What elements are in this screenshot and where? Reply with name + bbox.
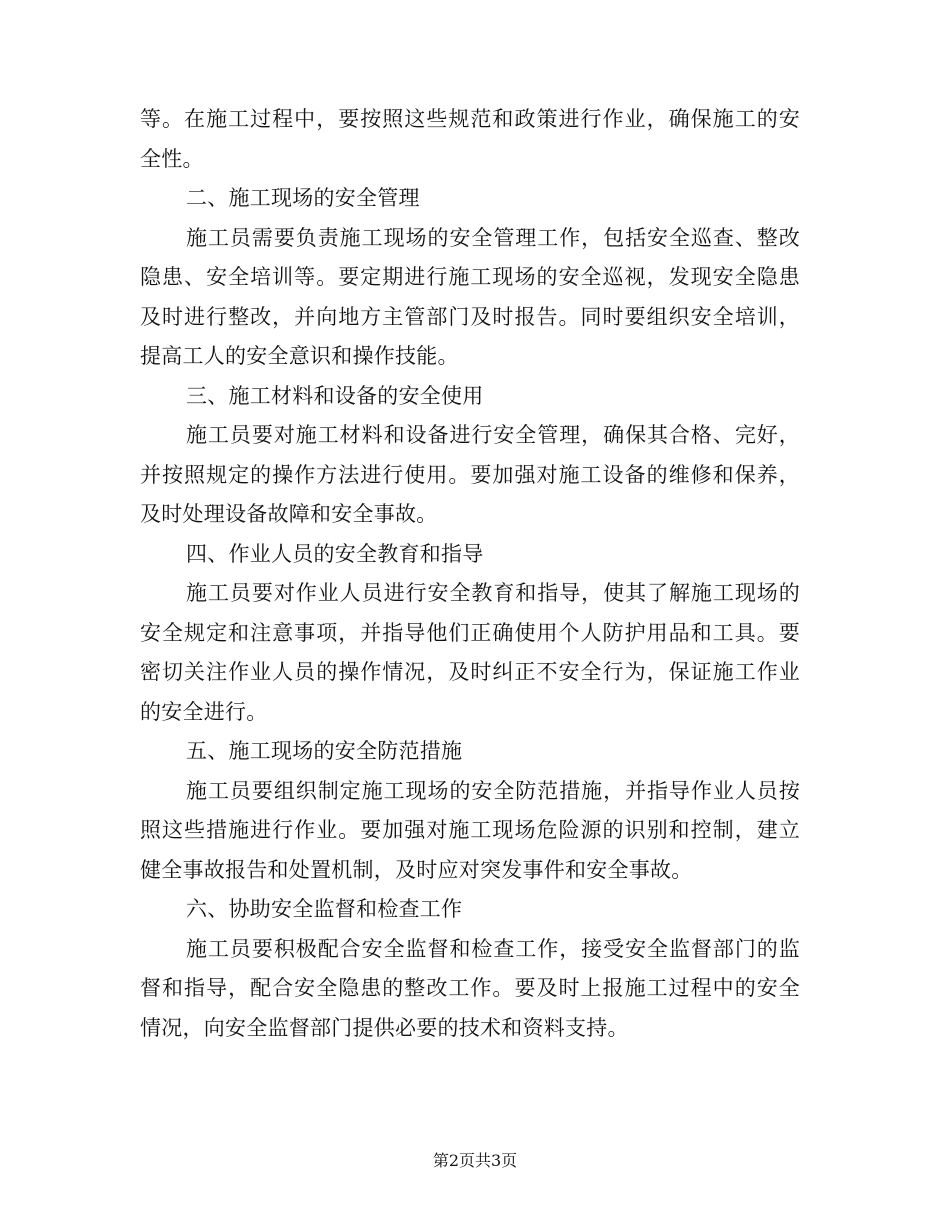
paragraph-line: 的安全进行。: [140, 699, 268, 724]
paragraph-line: 及时进行整改，并向地方主管部门及时报告。同时要组织安全培训，: [140, 304, 800, 329]
paragraph-line: 全性。: [140, 146, 204, 171]
paragraph-line: 照这些措施进行作业。要加强对施工现场危险源的识别和控制，建立: [140, 818, 800, 842]
paragraph-line: 及时处理设备故障和安全事故。: [140, 502, 438, 526]
paragraph-line: 施工员需要负责施工现场的安全管理工作，包括安全巡查、整改: [186, 225, 800, 250]
paragraph-line: 隐患、安全培训等。要定期进行施工现场的安全巡视，发现安全隐患: [140, 265, 800, 289]
paragraph-line: 情况，向安全监督部门提供必要的技术和资料支持。: [140, 1015, 629, 1040]
section-heading: 四、作业人员的安全教育和指导: [186, 541, 484, 566]
section-heading: 三、施工材料和设备的安全使用: [186, 383, 484, 408]
paragraph-line: 安全规定和注意事项，并指导他们正确使用个人防护用品和工具。要: [140, 620, 800, 645]
document-body: [140, 100, 800, 1048]
paragraph-line: 提高工人的安全意识和操作技能。: [140, 344, 459, 368]
paragraph-line: 并按照规定的操作方法进行使用。要加强对施工设备的维修和保养，: [140, 462, 800, 487]
paragraph-line: 督和指导，配合安全隐患的整改工作。要及时上报施工过程中的安全: [140, 976, 800, 1000]
paragraph-line: 密切关注作业人员的操作情况，及时纠正不安全行为，保证施工作业: [140, 660, 800, 684]
section-heading: 二、施工现场的安全管理: [186, 186, 420, 210]
section-heading: 五、施工现场的安全防范措施: [186, 739, 463, 763]
paragraph-line: 施工员要对施工材料和设备进行安全管理，确保其合格、完好，: [186, 423, 800, 447]
paragraph-line: 施工员要积极配合安全监督和检查工作，接受安全监督部门的监: [186, 936, 800, 961]
paragraph-line: 等。在施工过程中，要按照这些规范和政策进行作业，确保施工的安: [140, 107, 800, 131]
paragraph-line: 施工员要组织制定施工现场的安全防范措施，并指导作业人员按: [186, 778, 800, 803]
paragraph-line: 施工员要对作业人员进行安全教育和指导，使其了解施工现场的: [186, 581, 800, 605]
section-heading: 六、协助安全监督和检查工作: [186, 897, 463, 921]
page-number: 第2页共3页: [432, 1151, 518, 1170]
paragraph-line: 健全事故报告和处置机制，及时应对突发事件和安全事故。: [140, 857, 693, 882]
